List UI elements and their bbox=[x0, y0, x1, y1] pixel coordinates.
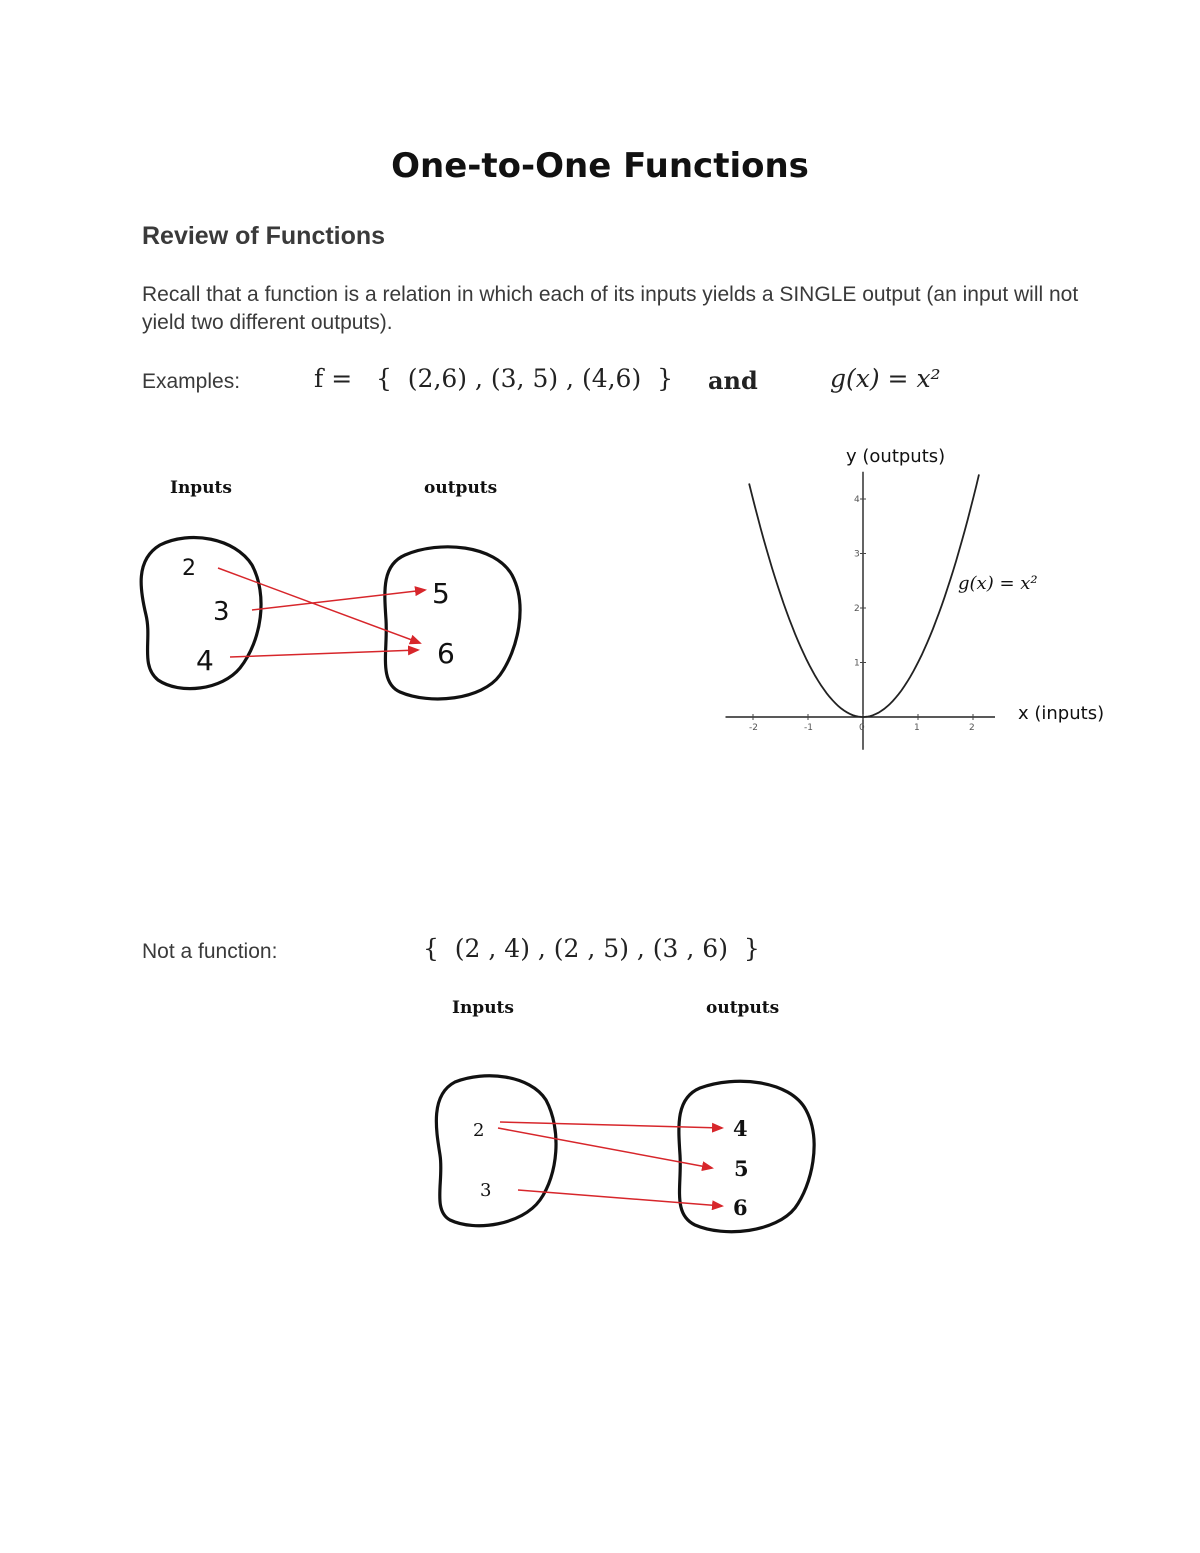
definition-paragraph: Recall that a function is a relation in which each of its inputs yields a SINGLE output (an input will not yield two different outputs). bbox=[142, 283, 1079, 334]
x-tick-label: -2 bbox=[749, 723, 758, 733]
diagram1-outputs-header: outputs bbox=[424, 478, 498, 498]
y-tick-label: 2 bbox=[854, 604, 860, 614]
diagram2-input-2: 2 bbox=[473, 1120, 485, 1141]
diagram2-inputs-header: Inputs bbox=[452, 998, 514, 1018]
x-tick-label: -1 bbox=[804, 723, 813, 733]
diagram2-output-4: 4 bbox=[733, 1116, 748, 1141]
example-f-set: f = { (2,6) , (3, 5) , (4,6) } bbox=[314, 364, 674, 393]
diagram2-arrow-3-to-6 bbox=[518, 1190, 722, 1206]
example-g-formula: g(x) = x² bbox=[830, 364, 941, 393]
diagram1-input-2: 2 bbox=[182, 556, 196, 581]
and-word: and bbox=[708, 366, 758, 395]
page-title: One-to-One Functions bbox=[391, 146, 809, 186]
curve-label: g(x) = x² bbox=[958, 573, 1038, 594]
diagram1-output-6: 6 bbox=[437, 637, 455, 670]
examples-label: Examples: bbox=[142, 370, 241, 393]
y-tick-label: 3 bbox=[854, 549, 860, 560]
section-heading: Review of Functions bbox=[142, 222, 386, 250]
diagram1-input-4: 4 bbox=[196, 644, 214, 677]
diagram1-output-5: 5 bbox=[432, 577, 450, 610]
x-tick-label: 2 bbox=[969, 723, 975, 733]
diagram2-arrow-2-to-4 bbox=[500, 1122, 722, 1128]
y-tick-label: 1 bbox=[854, 658, 860, 669]
y-tick-label: 4 bbox=[854, 495, 860, 505]
not-function-label: Not a function: bbox=[142, 940, 278, 963]
x-tick-label: 0 bbox=[859, 723, 865, 733]
diagram2-output-5: 5 bbox=[734, 1156, 749, 1181]
x-axis-label: x (inputs) bbox=[1018, 703, 1105, 724]
diagram2-input-3: 3 bbox=[480, 1180, 492, 1201]
y-axis-label: y (outputs) bbox=[846, 446, 946, 467]
x-tick-label: 1 bbox=[914, 723, 920, 733]
diagram1-input-3: 3 bbox=[213, 597, 230, 627]
diagram2-outputs-header: outputs bbox=[706, 998, 780, 1018]
diagram2-input-blob bbox=[436, 1076, 556, 1226]
diagram1-inputs-header: Inputs bbox=[170, 478, 232, 498]
diagram2-output-6: 6 bbox=[733, 1195, 748, 1220]
not-function-set: { (2 , 4) , (2 , 5) , (3 , 6) } bbox=[423, 934, 760, 963]
